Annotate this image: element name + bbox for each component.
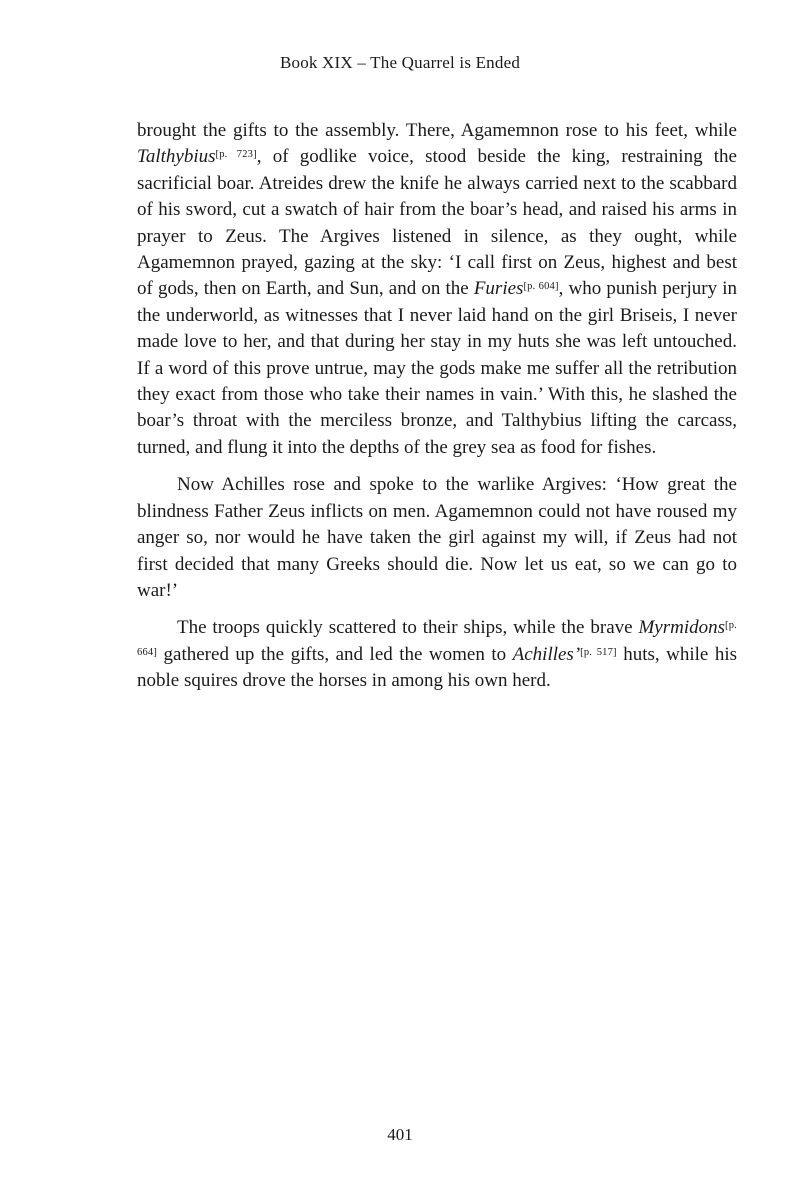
page-number: 401	[387, 1125, 413, 1144]
text-segment: brought the gifts to the assembly. There, Agamemnon rose to his feet, while	[137, 120, 737, 141]
running-head: Book XIX – The Quarrel is Ended	[279, 53, 521, 72]
text-segment: The troops quickly scattered to their ships, while the brave	[177, 617, 639, 639]
page-reference: [p. 664]	[137, 620, 737, 658]
paragraph-3	[137, 615, 737, 694]
text-segment: , of godlike voice, stood beside the king, restraining the sacrificial boar. Atreides drew the knife he always carried next to the scabbard of his sword, cut a swatch of hair from the boar’s head, and raised his arms in prayer to Zeus. The Argives listened in silence, as they ought, while Agamemnon prayed, gazing at the sky: ‘I call first on Zeus, highest and best of gods, then on Earth, and Sun, and on the	[137, 146, 737, 300]
name-furies: Furies	[473, 278, 524, 300]
page-reference: [p. 604]	[523, 281, 559, 293]
body-text	[137, 118, 737, 706]
name-talthybius: Talthybius	[137, 146, 216, 168]
paragraph-2: Now Achilles rose and spoke to the warlike Argives: ‘How great the blindness Father Zeus inflicts on men. Agamemnon could not have roused my anger so, nor would he have taken the girl against my will, if Zeus had not first decided that many Greeks should die. Now let us eat, so we can go to war!’	[137, 474, 737, 601]
page-reference: [p. 517]	[580, 646, 617, 658]
text-segment: huts, while his noble squires drove the horses in among his own herd.	[137, 643, 738, 692]
name-achilles: Achilles’	[512, 643, 581, 665]
text-segment: gathered up the gifts, and led the women to	[157, 643, 513, 665]
paragraph-1	[137, 118, 737, 461]
text-segment: , who punish perjury in the underworld, as witnesses that I never laid hand on the girl Briseis, I never made love to her, and that during her stay in my huts she was left untouched. If a word of this prove untrue, may the gods make me suffer all the retribution they exact from those who take their names in vain.’ With this, he slashed the boar’s throat with the merciless bronze, and Talthybius lifting the carcass, turned, and flung it into the depths of the grey sea as food for fishes.	[137, 278, 737, 458]
page-reference: [p. 723]	[215, 149, 257, 161]
name-myrmidons: Myrmidons	[638, 617, 726, 639]
